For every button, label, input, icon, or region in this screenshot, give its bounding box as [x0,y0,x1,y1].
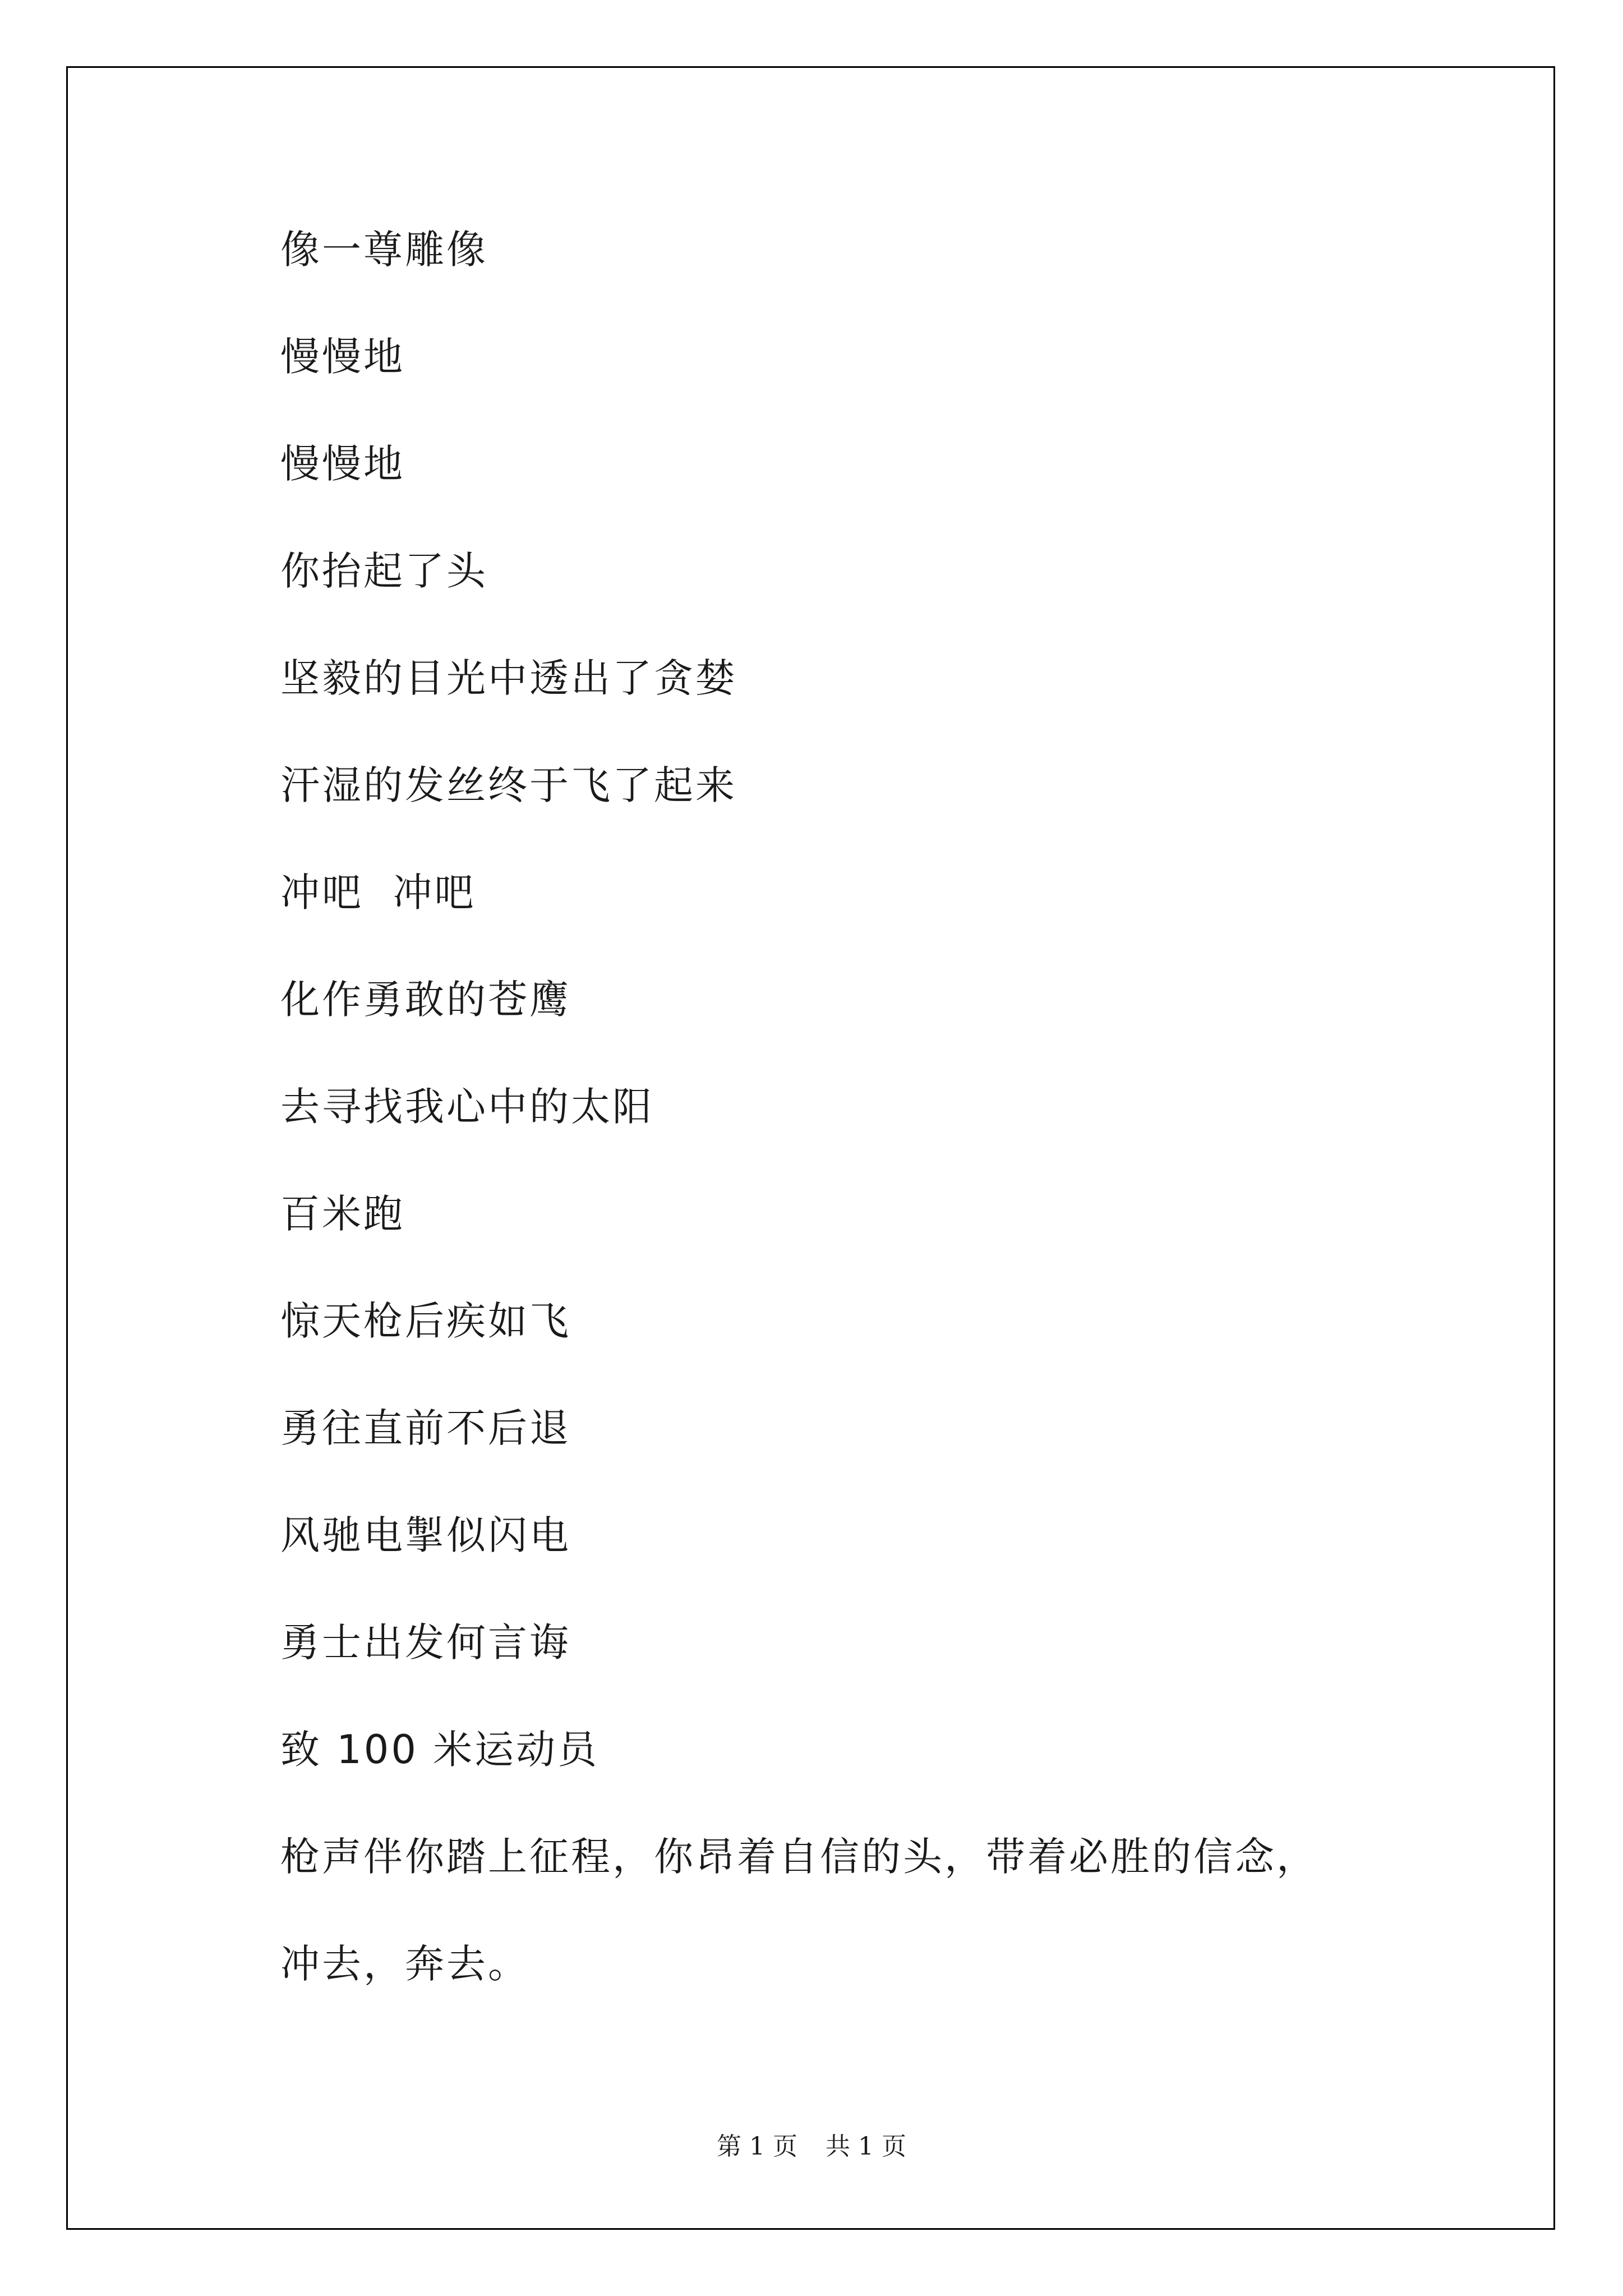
text-line: 慢慢地 [280,441,405,487]
text-line: 惊天枪后疾如飞 [280,1298,571,1344]
text-line: 勇士出发何言诲 [280,1619,571,1665]
text-line: 去寻找我心中的太阳 [280,1084,654,1130]
text-line: 像一尊雕像 [280,227,488,273]
text-line: 冲吧 冲吧 [280,869,476,915]
text-line: 你抬起了头 [280,548,488,594]
text-line: 汗湿的发丝终于飞了起来 [280,762,737,808]
page-number: 第 1 页 [717,2132,797,2161]
text-line: 勇往直前不后退 [280,1405,571,1451]
text-line: 枪声伴你踏上征程，你昂着自信的头，带着必胜的信念， [280,1834,1318,1880]
text-line: 百米跑 [280,1191,405,1237]
page-footer [0,2126,1623,2162]
text-line: 风驰电掣似闪电 [280,1512,571,1558]
text-line: 冲去，奔去。 [280,1941,529,1987]
text-line: 坚毅的目光中透出了贪婪 [280,655,737,701]
page-total: 共 1 页 [826,2132,906,2161]
text-line: 化作勇敢的苍鹰 [280,977,571,1023]
text-line: 慢慢地 [280,334,405,380]
document-body [280,216,1514,2037]
text-line: 致 100 米运动员 [280,1727,600,1773]
